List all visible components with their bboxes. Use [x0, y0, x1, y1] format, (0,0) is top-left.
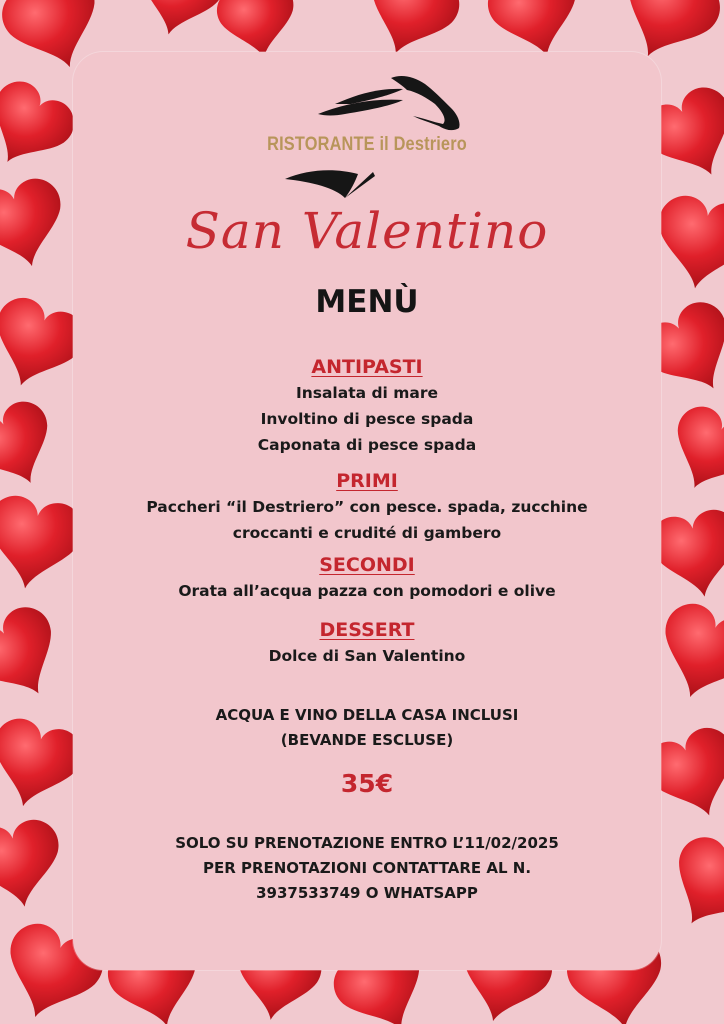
menu-card [73, 52, 661, 970]
dish-item: Caponata di pesce spada [257, 436, 477, 454]
section-antipasti [73, 354, 661, 458]
heart-decoration-icon [0, 598, 77, 715]
section-title: PRIMI [336, 470, 398, 492]
price: 35€ [340, 769, 394, 798]
dish-item: Orata all’acqua pazza con pomodori e olive [178, 582, 556, 600]
booking-line: SOLO SU PRENOTAZIONE ENTRO L’11/02/2025 [175, 834, 559, 852]
heart-decoration-icon [653, 828, 724, 945]
section-title: SECONDI [319, 554, 415, 576]
section-dessert [73, 617, 661, 669]
section-title: DESSERT [319, 619, 415, 641]
drinks-line: (BEVANDE ESCLUSE) [280, 731, 454, 749]
drinks-line: ACQUA E VINO DELLA CASA INCLUSI [215, 706, 519, 724]
heart-decoration-icon [657, 399, 724, 505]
heart-decoration-icon [0, 394, 68, 500]
dish-item: croccanti e crudité di gambero [232, 524, 502, 542]
menu-heading: MENÙ [315, 284, 419, 320]
restaurant-name: RISTORANTE il Destriero [267, 134, 467, 155]
booking-line: PER PRENOTAZIONI CONTATTARE AL N. [202, 859, 532, 877]
heart-decoration-icon [0, 173, 75, 277]
drinks-note [73, 703, 661, 753]
section-title: ANTIPASTI [311, 356, 423, 378]
heart-decoration-icon [128, 0, 228, 45]
heart-decoration-icon [0, 73, 83, 183]
dish-item: Dolce di San Valentino [268, 647, 466, 665]
heart-decoration-icon [0, 816, 68, 914]
page-title: San Valentino [185, 202, 549, 260]
dish-item: Involtino di pesce spada [260, 410, 474, 428]
section-primi [73, 468, 661, 546]
dish-item: Insalata di mare [295, 384, 439, 402]
booking-note [73, 831, 661, 906]
dish-item: Paccheri “il Destriero” con pesce. spada, zucchine [146, 498, 588, 516]
section-secondi [73, 552, 661, 604]
booking-phone: 3937533749 O WHATSAPP [256, 884, 478, 902]
